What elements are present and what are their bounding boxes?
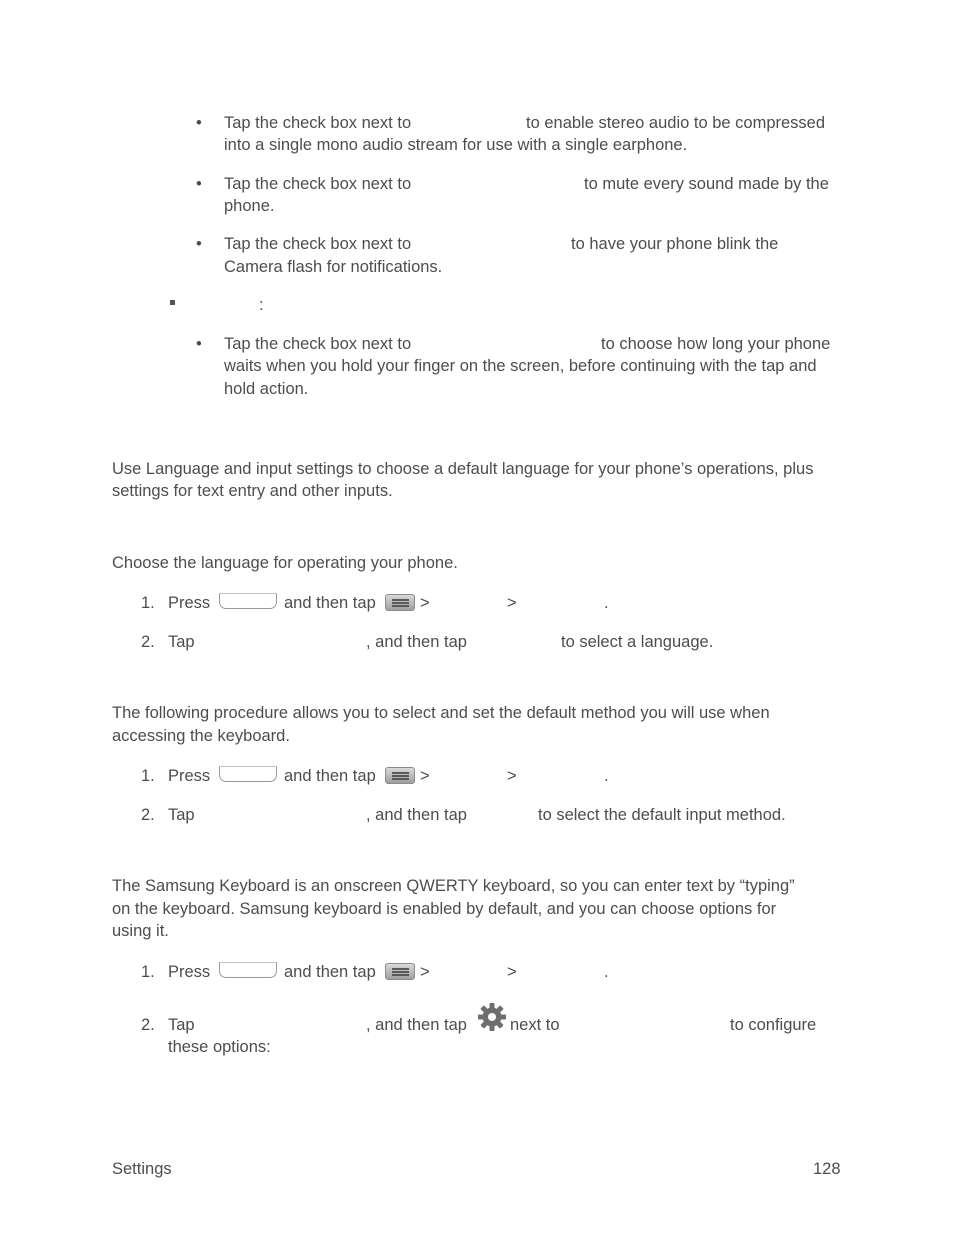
- gear-icon: [477, 1002, 507, 1032]
- step-text: , and then tap: [366, 633, 467, 651]
- step-text: , and then tap: [366, 1016, 467, 1034]
- bullet-text: to mute every sound made by the: [584, 175, 829, 193]
- bullet-dot: •: [196, 175, 202, 193]
- step-period: .: [604, 594, 609, 612]
- home-key-icon: [219, 766, 277, 782]
- default-description: accessing the keyboard.: [112, 727, 290, 745]
- bullet-text: hold action.: [224, 380, 309, 398]
- step-text: Tap: [168, 806, 195, 824]
- step-text: , and then tap: [366, 806, 467, 824]
- bullet-dot: •: [196, 335, 202, 353]
- separator: >: [420, 767, 430, 785]
- step-number: 2.: [141, 806, 155, 824]
- step-text: these options:: [168, 1038, 271, 1056]
- bullet-dot: •: [196, 235, 202, 253]
- step-number: 1.: [141, 594, 155, 612]
- bullet-dot: •: [196, 114, 202, 132]
- bullet-text: into a single mono audio stream for use with a single earphone.: [224, 136, 688, 154]
- home-key-icon: [219, 962, 277, 978]
- samsung-keyboard-description: using it.: [112, 922, 169, 940]
- step-text: and then tap: [284, 767, 376, 785]
- step-number: 2.: [141, 633, 155, 651]
- step-text: next to: [510, 1016, 560, 1034]
- step-number: 1.: [141, 963, 155, 981]
- step-text: to select a language.: [561, 633, 714, 651]
- bullet-text: Tap the check box next to: [224, 235, 412, 253]
- intro-text: Use Language and input settings to choose a default language for your phone’s operations, plus: [112, 460, 814, 478]
- separator: >: [507, 594, 517, 612]
- step-period: .: [604, 963, 609, 981]
- language-description: Choose the language for operating your phone.: [112, 554, 458, 572]
- step-text: Press: [168, 594, 211, 612]
- step-text: and then tap: [284, 963, 376, 981]
- separator: >: [507, 767, 517, 785]
- bullet-text: phone.: [224, 197, 275, 215]
- sub-heading-colon: :: [259, 296, 264, 314]
- bullet-text: to enable stereo audio to be compressed: [526, 114, 826, 132]
- samsung-keyboard-description: The Samsung Keyboard is an onscreen QWERTY keyboard, so you can enter text by “typing”: [112, 877, 795, 895]
- step-number: 1.: [141, 767, 155, 785]
- step-text: Tap: [168, 633, 195, 651]
- samsung-keyboard-description: on the keyboard. Samsung keyboard is enabled by default, and you can choose options for: [112, 900, 777, 918]
- square-bullet: [170, 300, 175, 305]
- bullet-text: to choose how long your phone: [601, 335, 831, 353]
- step-text: Tap: [168, 1016, 195, 1034]
- bullet-text: Tap the check box next to: [224, 114, 412, 132]
- menu-key-icon: [385, 767, 415, 784]
- bullet-text: Tap the check box next to: [224, 335, 412, 353]
- step-text: Press: [168, 963, 211, 981]
- menu-key-icon: [385, 594, 415, 611]
- home-key-icon: [219, 593, 277, 609]
- separator: >: [420, 963, 430, 981]
- bullet-text: waits when you hold your finger on the screen, before continuing with the tap and: [224, 357, 817, 375]
- separator: >: [420, 594, 430, 612]
- step-text: to select the default input method.: [538, 806, 786, 824]
- bullet-text: Camera flash for notifications.: [224, 258, 443, 276]
- footer-page-number: 128: [813, 1160, 841, 1178]
- menu-key-icon: [385, 963, 415, 980]
- step-period: .: [604, 767, 609, 785]
- step-number: 2.: [141, 1016, 155, 1034]
- bullet-text: to have your phone blink the: [571, 235, 779, 253]
- step-text: and then tap: [284, 594, 376, 612]
- step-text: Press: [168, 767, 211, 785]
- bullet-text: Tap the check box next to: [224, 175, 412, 193]
- separator: >: [507, 963, 517, 981]
- default-description: The following procedure allows you to select and set the default method you will use when: [112, 704, 770, 722]
- intro-text: settings for text entry and other inputs.: [112, 482, 393, 500]
- step-text: to configure: [730, 1016, 817, 1034]
- footer-section-name: Settings: [112, 1160, 172, 1178]
